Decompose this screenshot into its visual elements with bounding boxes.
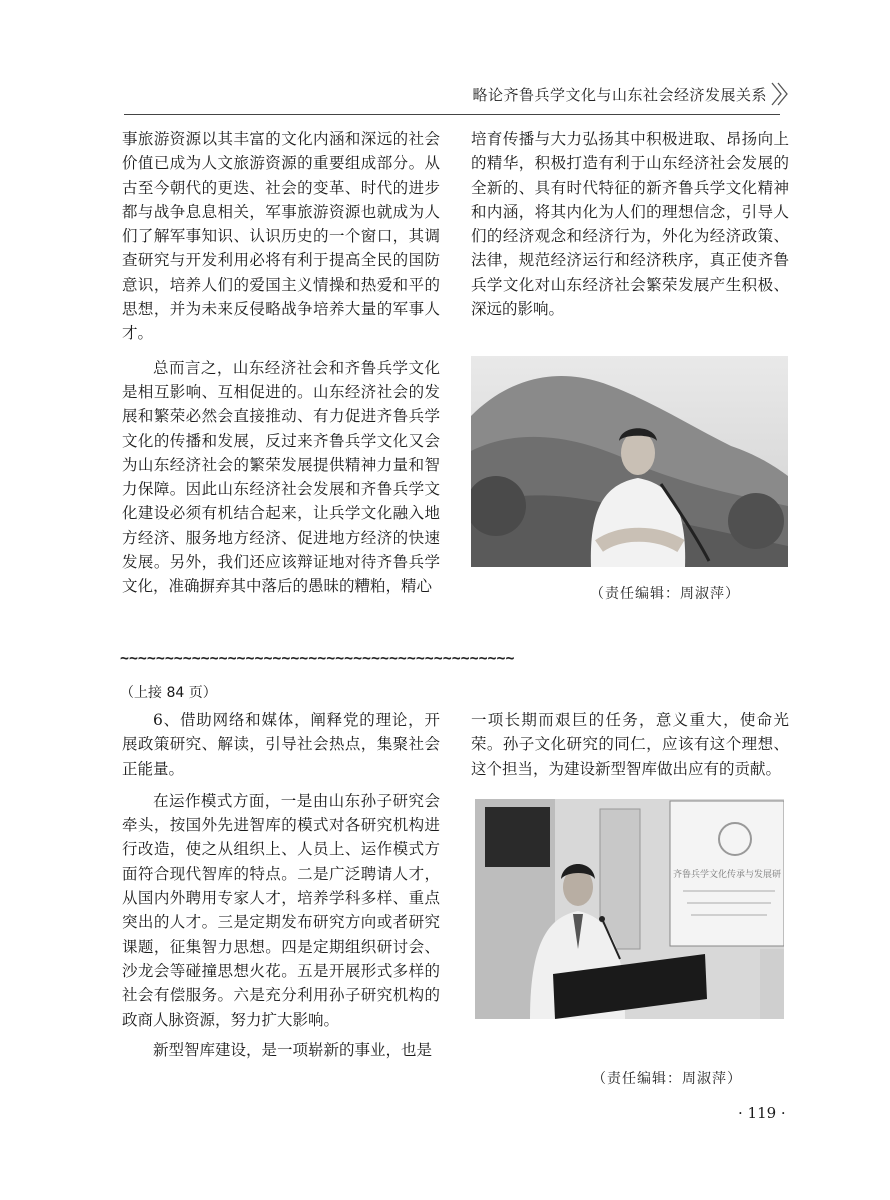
paragraph: 一项长期而艰巨的任务，意义重大，使命光荣。孙子文化研究的同仁，应该有这个理想、这个担当，为建设新型智库做出应有的贡献。 [471,711,789,778]
paragraph: 新型智库建设，是一项崭新的事业，也是 [153,1040,433,1059]
editor-credit-caption: （责任编辑：周淑萍） [592,1071,742,1087]
paragraph: 在运作模式方面，一是由山东孙子研究会牵头，按国外先进智库的模式对各研究机构进行改造，使之从组织上、人员上、运作模式方面符合现代智库的特点。二是广泛聘请人才，从国内外聘用专家人才，培养学科多样、重点突出的人才。三是定期发布研究方向或者研究课题，征集智力思想。四是定期组织研讨会、沙龙会等碰撞思想火花。五是开展形式多样的社会有偿服务。六是充分利用孙子研究机构的政商人脉资源，努力扩大影响。 [122,791,440,1029]
paragraph: 总而言之，山东经济社会和齐鲁兵学文化是相互影响、互相促进的。山东经济社会的发展和繁荣必然会直接推动、有力促进齐鲁兵学文化的传播和发展，反过来齐鲁兵学文化又会为山东经济社会的繁荣发展提供精神力量和智力保障。因此山东经济社会发展和齐鲁兵学文化建设必须有机结合起来，让兵学文化融入地方经济、服务地方经济、促进地方经济的快速发展。另外，我们还应该辩证地对待齐鲁兵学文化，准确摒弃其中落后的愚昧的糟粕，精心 [122,358,440,596]
editor-credit-caption: （责任编辑：周淑萍） [590,586,740,602]
running-header-title: 略论齐鲁兵学文化与山东社会经济发展关系 [472,86,767,104]
page-number: · 119 · [738,1104,786,1122]
speaker-photo [475,799,784,1019]
wavy-divider [120,648,780,667]
wavy-divider-text: ~~~~~~~~~~~~~~~~~~~~~~~~~~~~~~~~~~~~~~~~~~~~ [120,649,515,667]
paragraph: 事旅游资源以其丰富的文化内涵和深远的社会价值已成为人文旅游资源的重要组成部分。从古至今朝代的更迭、社会的变革、时代的进步都与战争息息相关，军事旅游资源也就成为人们了解军事知识、认识历史的一个窗口，其调查研究与开发利用必将有利于提高全民的国防意识，培养人们的爱国主义情操和热爱和平的思想，并为未来反侵略战争培养大量的军事人才。 [122,130,440,343]
top-left-column [122,127,440,599]
header-rule [124,114,780,115]
double-chevron-right-icon [768,80,792,108]
screen-title-text: 齐鲁兵学文化传承与发展研 [673,870,782,880]
top-right-column [471,127,789,321]
paragraph: 6、借助网络和媒体，阐释党的理论，开展政策研究、解读，引导社会热点，集聚社会正能量。 [122,711,440,778]
bottom-left-column [122,708,440,1062]
author-photo [471,356,788,567]
continued-from-label: （上接 84 页） [120,685,217,701]
paragraph: 培育传播与大力弘扬其中积极进取、昂扬向上的精华，积极打造有利于山东经济社会发展的全新的、具有时代特征的新齐鲁兵学文化精神和内涵，将其内化为人们的理想信念，引导人们的经济观念和经济行为，外化为经济政策、法律，规范经济运行和经济秩序，真正使齐鲁兵学文化对山东经济社会繁荣发展产生积极、深远的影响。 [471,130,789,319]
bottom-right-column [471,708,789,781]
